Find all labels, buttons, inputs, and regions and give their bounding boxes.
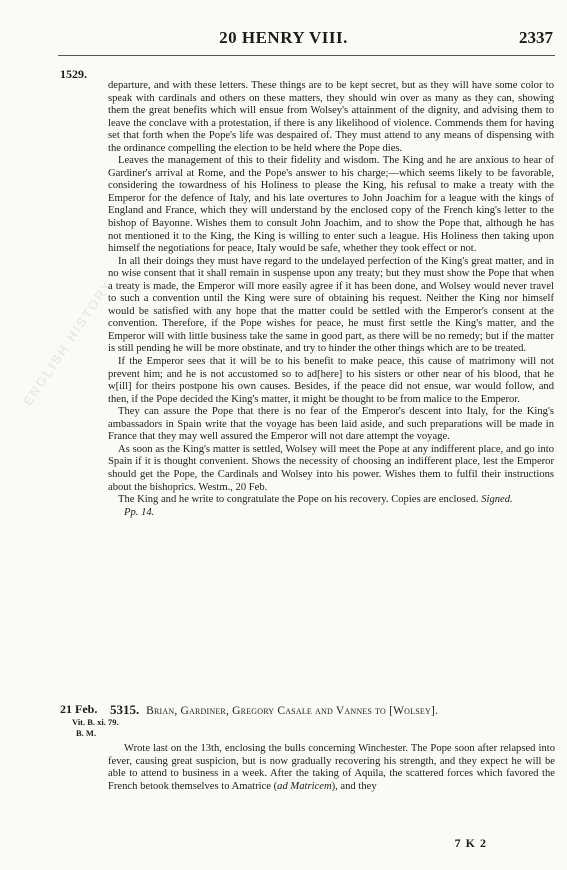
entry-title: Brian, Gardiner, Gregory Casale and Vannes to [Wolsey].: [146, 705, 439, 717]
paragraph: [108, 743, 555, 793]
printer-signature: 7 K 2: [454, 836, 487, 850]
header-rule: [58, 55, 555, 56]
paragraph: As soon as the King's matter is settled, Wolsey will meet the Pope at any indifferent place, and go into Spain if it is thought convenient. Shows the necessity of choosing an indifferent place, lest the Emperor should get the Pope, the Cardinals and Wolsey into his power. Wishes them to fulfil their instructions about the bishoprics. Westm., 20 Feb.: [108, 443, 554, 493]
entry-heading: [110, 703, 555, 718]
paragraph: If the Emperor sees that it will be to his benefit to make peace, this cause of matrimony will not prevent him; and he is not accustomed so to ad[here] to his sisters or other near of his blood, that he w[ill] for theirs postpone his own causes. Besides, if the peace did not ensue, war would follow, and then, if the Pope decided the King's matter, it might be thought to be from malice to the Emperor.: [108, 356, 554, 405]
entry-number: 5315.: [110, 702, 140, 717]
pages-reference: Pp. 14.: [124, 506, 155, 518]
entry-body: [108, 743, 555, 793]
paragraph: They can assure the Pope that there is no fear of the Emperor's descent into Italy, for the King's ambassadors in Spain write that the voyage has been laid aside, and such preparations will be made in France that they may well assured the Emperor will not dare attempt the voyage.: [108, 406, 554, 443]
entry-body-text: Wrote last on the 13th, enclosing the bulls concerning Winchester. The Pope soon after relapsed into fever, causing great suspicion, but is now gradually recovering his strength, and they expect he will be able to attend to business in a week. After the taking of Aquila, the scattered forces which favored the French betook themselves to Amatrice (: [108, 743, 555, 792]
entry-body-italic: ad Matricem: [277, 780, 332, 792]
paragraph: departure, and with these letters. These things are to be kept secret, but as they will have some color to speak with cardinals and others on these matters, they should win over as many as they can, showing them the great benefits which will ensue from Wolsey's attainment of the dignity, and advising them to leave the conclave with a protestation, if there is any likelihood of violence. Commends them for having set that forth when the Pope's life was despaired of. They must attend to any means of dispensing with the ordinance compelling the election to be held where the Pope dies.: [108, 80, 554, 154]
paragraph: Leaves the management of this to their fidelity and wisdom. The King and he are anxious to hear of Gardiner's arrival at Rome, and the Pope's answer to his charge;—which seems likely to be favorable, considering the towardness of his Holiness to please the King, his refusal to make a treaty with the Emperor for the defence of Italy, and his late overtures to John Joachim for a league with the kings of England and France, which they will understand by the enclosed copy of the French king's letter to the bishop of Bayonne. Wishes them to consult John Joachim, and to show the Pope that, although he has not mentioned it to the King, the King is willing to enter such a league. His Holiness then taking upon himself the negotiations for peace, Italy would be safe, whether they took effect or not.: [108, 155, 554, 255]
source-ref-collection: B. M.: [76, 728, 97, 738]
page-number: 2337: [519, 28, 553, 47]
entry-source-ref: [72, 717, 119, 739]
paragraph-closing: [108, 494, 554, 507]
source-ref-manuscript: Vit. B. xi. 79.: [72, 717, 119, 727]
entry-date: 21 Feb.: [60, 702, 98, 716]
margin-year: 1529.: [60, 67, 87, 81]
running-title: 20 HENRY VIII.: [219, 28, 348, 47]
page-header: [0, 0, 567, 47]
signed-label: Signed.: [481, 494, 513, 506]
paragraph-text: The King and he write to congratulate the Pope on his recovery. Copies are enclosed.: [118, 494, 479, 506]
watermark: ENGLISH HISTORY: [20, 276, 116, 409]
paragraph: In all their doings they must have regard to the undelayed perfection of the King's great matter, and in no wise consent that it shall remain in suspense upon any treaty; but they must show the Pope that when a treaty is made, the Emperor will more easily agree if it has been done, and Wolsey would never travel to such a convention until the King were sure of obtaining his request. Neither the King nor himself would be satisfied with any hope that the matter could be settled with the Emperor's consent at the convention. Therefore, if the Pope wishes for peace, he must first settle the King's matter, and the Emperor will with little business take the same in good part, as there will be no remedy; but if the matter is still pending he will be more obstinate, and try to hinder the other things which are to be treated.: [108, 255, 554, 355]
entry-continuation: [108, 80, 554, 519]
entry-body-text-end: ), and they: [331, 780, 377, 792]
